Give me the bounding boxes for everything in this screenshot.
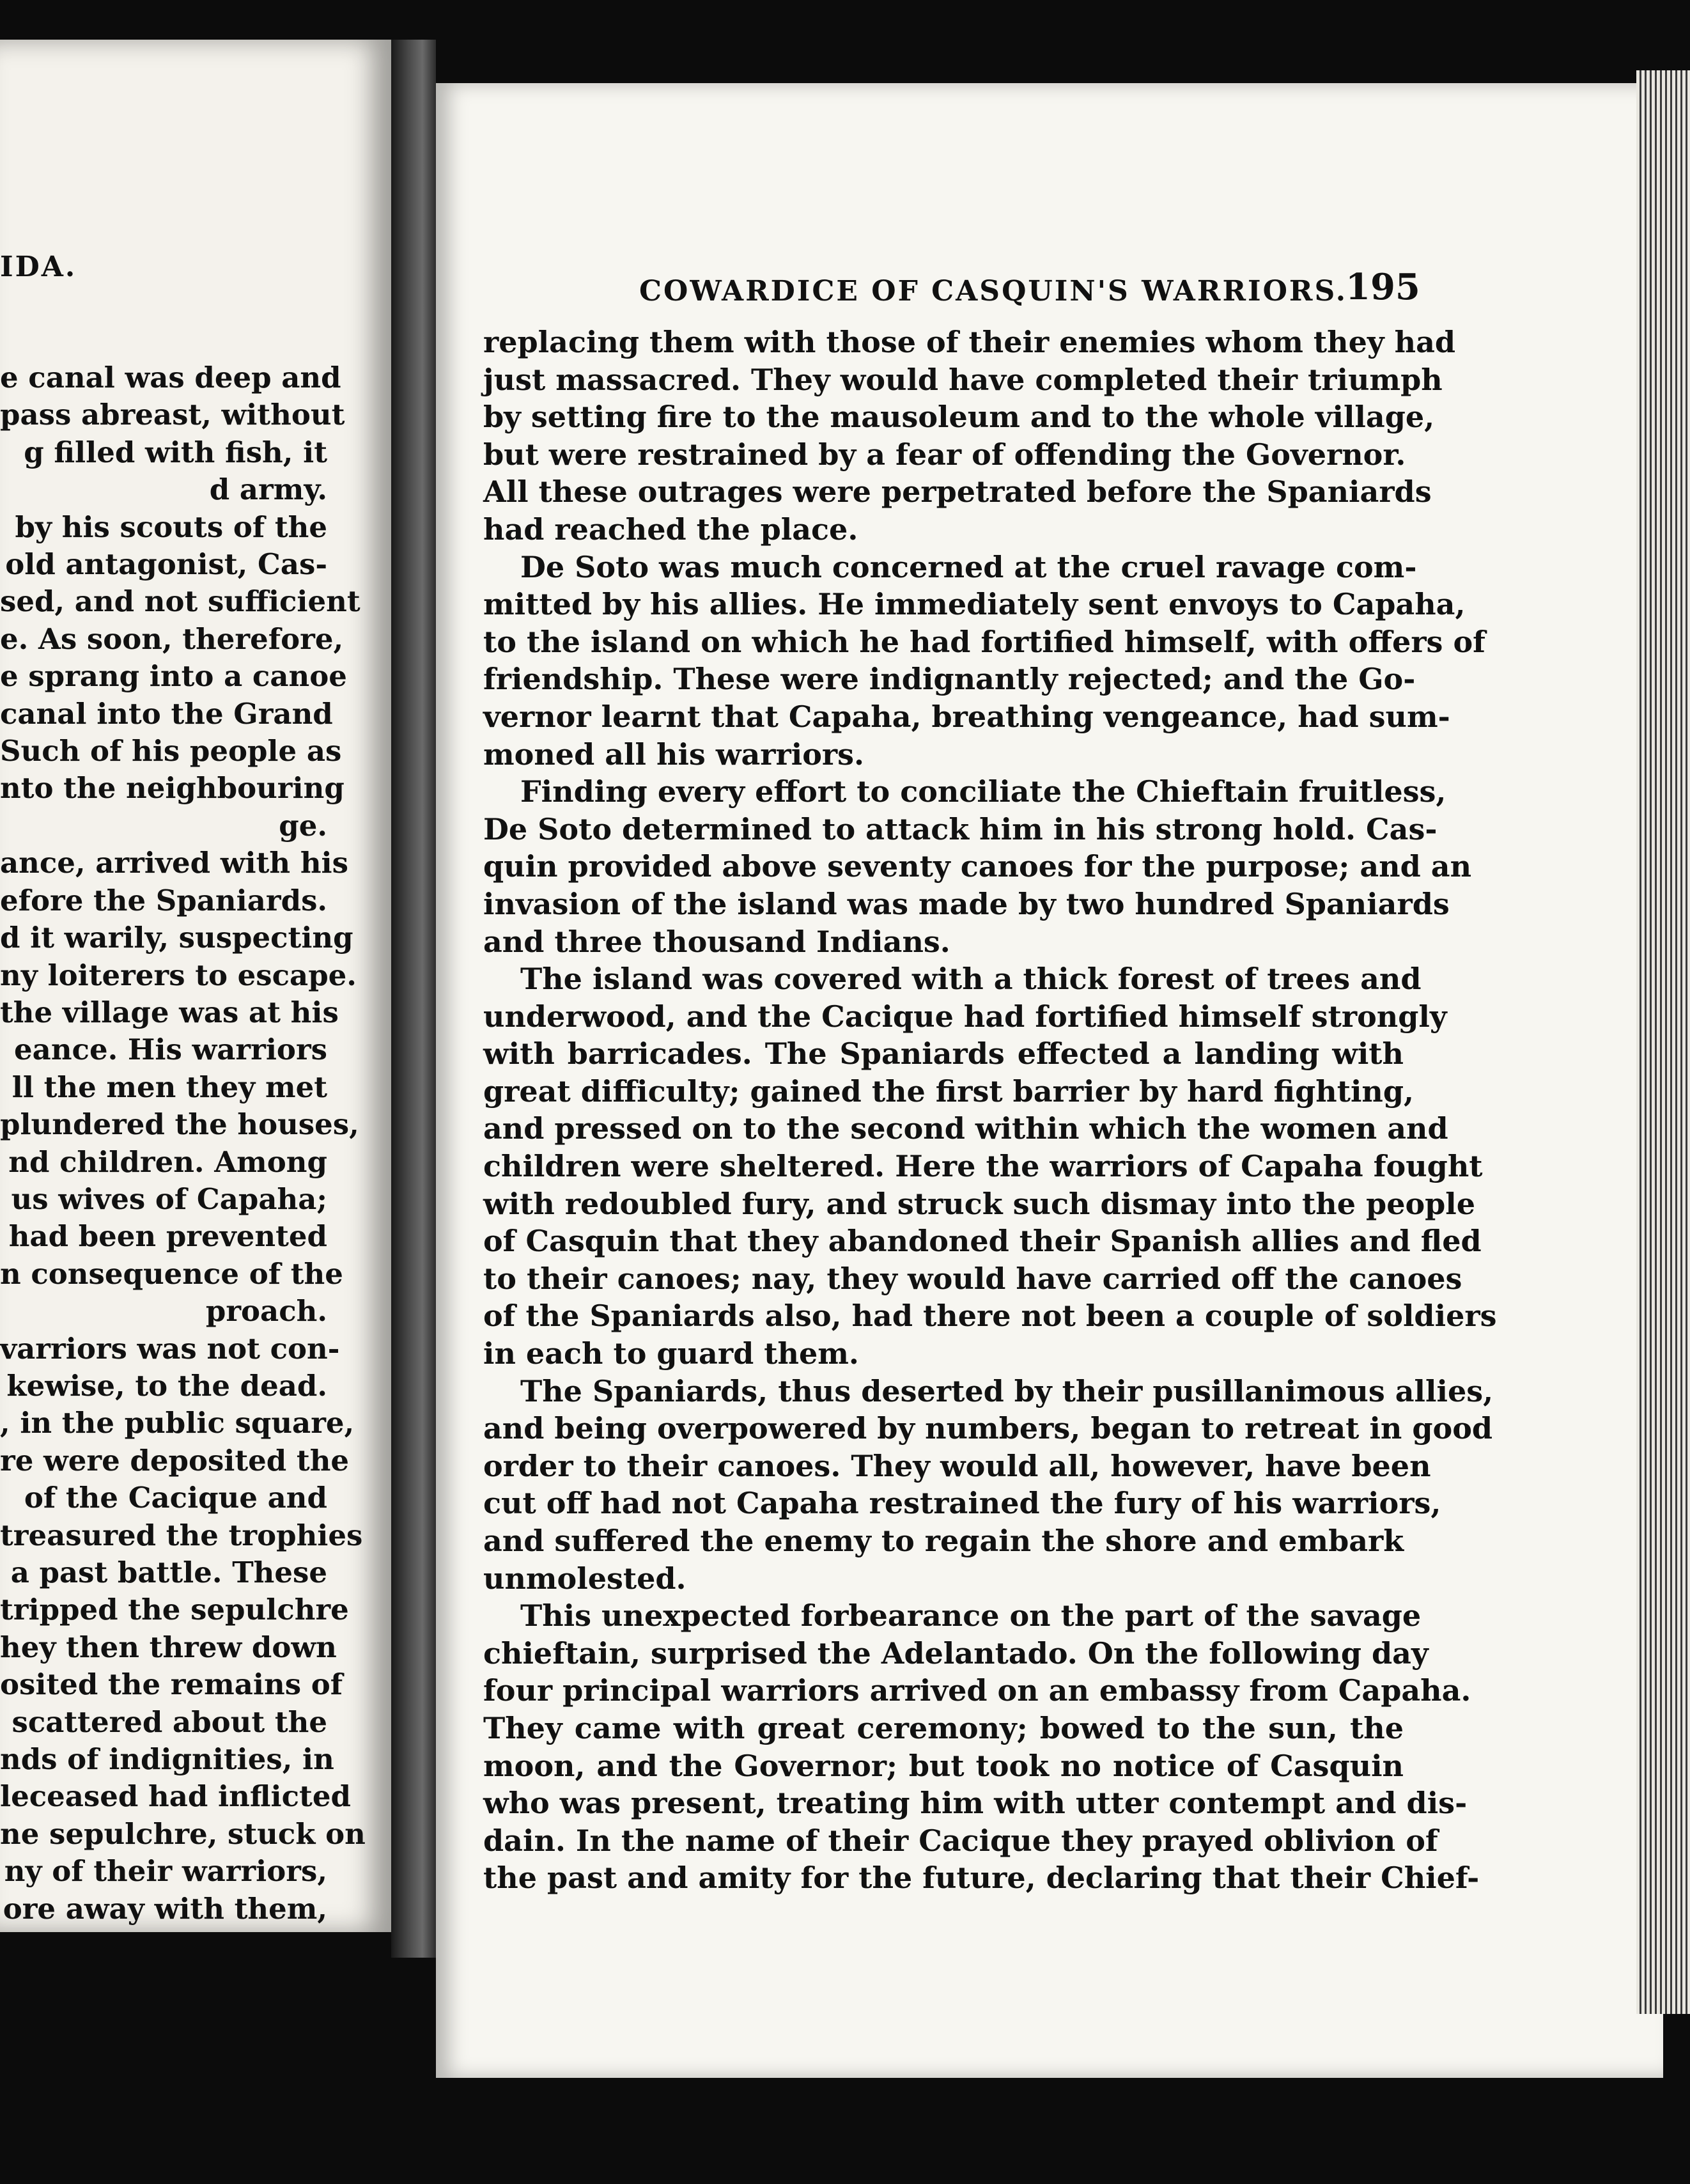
text-line: efore the Spaniards. [0,883,328,917]
text-line: a past battle. These [10,1556,327,1589]
running-head: COWARDICE OF CASQUIN'S WARRIORS. [639,275,1348,308]
text-line: nds of indignities, in [0,1742,334,1777]
text-line: d army. [209,472,327,507]
text-line: g filled with fish, it [24,435,327,469]
text-line: just massacred. They would have completed their triumph [483,362,1443,397]
left-page-header: IDA. [0,251,77,283]
text-line: ny loiterers to escape. [0,958,357,992]
text-line: friendship. These were indignantly rejected; and the Go- [483,662,1416,697]
text-line: sed, and not sufficient [0,584,360,619]
text-line: De Soto was much concerned at the cruel ravage com- [520,549,1417,584]
text-line: vernor learnt that Capaha, breathing vengeance, had sum- [483,699,1450,734]
text-line: proach. [205,1294,327,1329]
text-line: varriors was not con- [0,1331,340,1366]
text-line: re were deposited the [0,1443,350,1478]
text-line: ne sepulchre, stuck on [0,1816,366,1851]
text-line: had been prevented [8,1219,327,1254]
text-line: leceased had inflicted [0,1779,351,1814]
text-line: of Casquin that they abandoned their Spanish allies and fled [483,1224,1482,1259]
text-line: dain. In the name of their Cacique they prayed oblivion of [483,1823,1438,1858]
text-line: cut off had not Capaha restrained the fury of his warriors, [483,1486,1441,1521]
text-line: unmolested. [483,1561,686,1596]
text-line: underwood, and the Cacique had fortified himself strongly [483,999,1447,1034]
text-line: order to their canoes. They would all, however, have been [483,1448,1431,1483]
page-number: 195 [1345,266,1420,308]
text-line: and pressed on to the second within which the women and [483,1111,1448,1146]
text-line: plundered the houses, [0,1107,359,1142]
text-line: children were sheltered. Here the warriors of Capaha fought [483,1149,1483,1184]
text-line: ge. [279,808,327,843]
text-line: with redoubled fury, and struck such dismay into the people [483,1186,1476,1221]
text-line: the village was at his [0,995,339,1029]
page-edges [1636,70,1690,2014]
text-line: us wives of Capaha; [11,1182,327,1216]
text-line: chieftain, surprised the Adelantado. On the following day [483,1635,1429,1671]
text-line: eance. His warriors [14,1033,327,1067]
text-line: e canal was deep and [0,361,341,394]
text-line: but were restrained by a fear of offending the Governor. [483,437,1406,472]
text-line: nto the neighbouring [0,771,345,806]
book-gutter [391,40,436,1958]
text-line: osited the remains of [0,1667,343,1702]
text-line: e sprang into a canoe [0,659,347,694]
text-line: pass abreast, without [0,398,345,432]
text-line: hey then threw down [0,1630,337,1664]
text-line: ance, arrived with his [0,846,348,880]
text-line: They came with great ceremony; bowed to the sun, the [483,1710,1404,1745]
text-line: All these outrages were perpetrated before the Spaniards [483,474,1432,510]
text-line: who was present, treating him with utter contempt and dis- [483,1786,1468,1821]
text-line: kewise, to the dead. [6,1368,327,1403]
left-page-text [0,359,366,1928]
text-line: quin provided above seventy canoes for the purpose; and an [483,849,1472,884]
text-line: moned all his warriors. [483,737,865,772]
text-line: n consequence of the [0,1256,343,1291]
text-line: the past and amity for the future, declaring that their Chief- [483,1860,1480,1896]
text-line: treasured the trophies [0,1518,363,1552]
left-page [0,40,394,1932]
text-line: to their canoes; nay, they would have carried off the canoes [483,1261,1462,1296]
text-line: with barricades. The Spaniards effected a landing with [483,1036,1404,1072]
text-line: and being overpowered by numbers, began to retreat in good [483,1411,1493,1446]
text-line: by his scouts of the [15,510,327,544]
text-line: Finding every effort to conciliate the Chieftain fruitless, [520,774,1446,809]
text-line: old antagonist, Cas- [5,547,327,582]
text-line: in each to guard them. [483,1336,859,1371]
text-line: scattered about the [12,1704,327,1739]
text-line: and three thousand Indians. [483,924,950,959]
text-line: ore away with them, [3,1891,327,1926]
text-line: ll the men they met [12,1070,327,1104]
text-line: e. As soon, therefore, [0,621,344,656]
text-line: canal into the Grand [0,696,333,731]
text-line: of the Spaniards also, had there not been a couple of soldiers [483,1299,1497,1334]
text-line: The Spaniards, thus deserted by their pusillanimous allies, [520,1373,1494,1408]
text-line: invasion of the island was made by two hundred Spaniards [483,886,1450,921]
text-line: d it warily, suspecting [0,921,353,955]
text-line: four principal warriors arrived on an embassy from Capaha. [483,1673,1471,1708]
text-line: This unexpected forbearance on the part of the savage [520,1598,1422,1634]
text-line: of the Cacique and [24,1481,327,1515]
text-line: nd children. Among [8,1144,327,1179]
text-line: had reached the place. [483,511,858,547]
text-line: mitted by his allies. He immediately sent envoys to Capaha, [483,587,1466,622]
text-line: ny of their warriors, [4,1854,327,1889]
text-line: moon, and the Governor; but took no notice of Casquin [483,1748,1404,1783]
text-line: , in the public square, [0,1406,355,1440]
text-line: replacing them with those of their enemies whom they had [483,325,1456,359]
body-text [483,324,1497,1897]
text-line: by setting fire to the mausoleum and to the whole village, [483,400,1435,435]
text-line: The island was covered with a thick forest of trees and [520,962,1422,997]
text-line: great difficulty; gained the first barrier by hard fighting, [483,1073,1415,1109]
text-line: to the island on which he had fortified himself, with offers of [483,624,1485,659]
text-line: and suffered the enemy to regain the shore and embark [483,1524,1404,1558]
text-line: Such of his people as [0,734,342,768]
text-line: De Soto determined to attack him in his strong hold. Cas- [483,811,1438,846]
text-line: tripped the sepulchre [0,1593,349,1627]
